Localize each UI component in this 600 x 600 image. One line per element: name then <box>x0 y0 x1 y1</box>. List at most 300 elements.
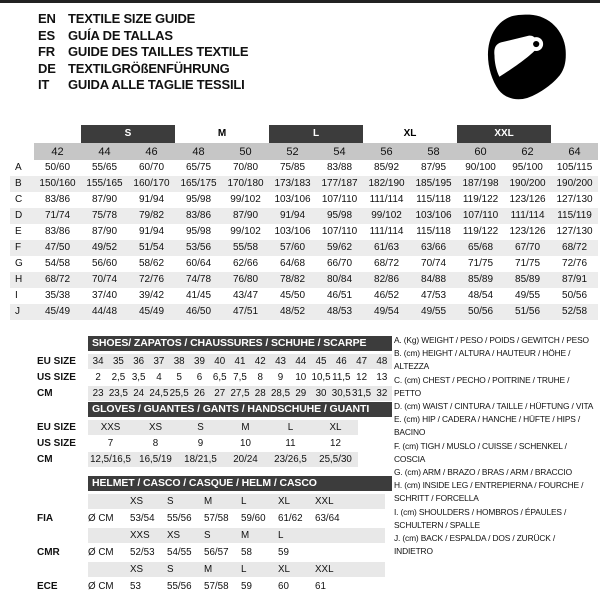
size-value: 7 <box>107 437 114 449</box>
helmet-size: L <box>278 530 284 541</box>
legend-item: E. (cm) HIP / CADERA / HANCHE / HÜFTE / HIPS / BACINO <box>394 414 581 438</box>
measure-value: 79/82 <box>138 210 165 221</box>
measure-value: 107/110 <box>321 194 358 205</box>
row-label: CM <box>37 453 53 465</box>
helmet-sizes <box>88 562 385 577</box>
row-values <box>88 386 392 401</box>
measure-value: 71/75 <box>468 258 494 269</box>
measure-value: 49/52 <box>91 242 118 253</box>
size-row <box>37 419 397 435</box>
measure-row <box>10 304 598 320</box>
standard-label: CMR <box>37 547 60 558</box>
diameter-unit: Ø CM <box>88 513 114 524</box>
row-values <box>88 354 392 369</box>
measure-value: 47/51 <box>233 306 259 317</box>
measure-value: 87/95 <box>421 162 447 173</box>
helmet-size-row <box>37 561 397 578</box>
size-value: 11,5 <box>332 371 351 383</box>
helmet-size-table <box>37 476 397 595</box>
size-value: 23,5 <box>108 387 128 399</box>
measure-value: 66/70 <box>327 258 353 269</box>
guide-title: GUÍA DE TALLAS <box>68 27 173 43</box>
measure-value: 70/74 <box>91 274 118 285</box>
size-row <box>37 385 397 401</box>
gloves-rows <box>37 419 397 467</box>
language-code: ES <box>38 27 55 43</box>
measure-row <box>10 272 598 288</box>
measure-value: 64/68 <box>280 258 306 269</box>
helmet-size: S <box>204 530 211 541</box>
size-number: 44 <box>81 143 128 160</box>
size-value: L <box>287 421 294 433</box>
measure-value: 91/94 <box>138 194 165 205</box>
measure-value: 165/175 <box>180 178 217 189</box>
measure-value: 48/52 <box>280 306 306 317</box>
helmet-value: 59 <box>241 581 252 592</box>
language-row <box>38 11 248 28</box>
size-value: 35 <box>112 355 124 367</box>
size-value: 37 <box>153 355 165 367</box>
size-number: 42 <box>34 143 81 160</box>
helmet-size: S <box>167 564 174 575</box>
helmet-size-row <box>37 493 397 510</box>
measure-value: 87/90 <box>233 210 259 221</box>
measure-value: 95/98 <box>327 210 353 221</box>
measure-value: 59/62 <box>327 242 353 253</box>
row-label: EU SIZE <box>37 355 76 367</box>
measure-value: 107/110 <box>321 226 358 237</box>
size-value: 8 <box>152 437 159 449</box>
helmet-size: M <box>241 530 250 541</box>
measure-row-label: F <box>15 242 22 253</box>
size-value: 9 <box>197 437 204 449</box>
measure-value: 85/89 <box>515 274 541 285</box>
size-value: 48 <box>376 355 388 367</box>
measure-value: 49/54 <box>374 306 400 317</box>
size-value: 38 <box>173 355 185 367</box>
measure-value: 90/100 <box>465 162 496 173</box>
size-value: 27 <box>214 387 226 399</box>
measure-value: 55/65 <box>91 162 118 173</box>
size-value: S <box>197 421 204 433</box>
legend-item: F. (cm) TIGH / MUSLO / CUISSE / SCHENKEL / COSCIA <box>394 440 567 464</box>
measure-value: 61/63 <box>374 242 400 253</box>
helmet-value: 55/56 <box>167 581 192 592</box>
measure-value: 55/58 <box>233 242 259 253</box>
measure-value: 103/106 <box>415 210 452 221</box>
measure-value: 187/198 <box>462 178 499 189</box>
measure-value: 46/50 <box>186 306 212 317</box>
measure-value: 35/38 <box>44 290 71 301</box>
measure-value: 80/84 <box>327 274 353 285</box>
size-value: 12 <box>330 437 341 449</box>
helmet-value: 56/57 <box>204 547 229 558</box>
row-label: US SIZE <box>37 371 76 383</box>
measure-value: 105/115 <box>556 162 593 173</box>
helmet-size: XL <box>278 496 290 507</box>
measure-value: 57/60 <box>280 242 306 253</box>
size-value: 24,5 <box>149 387 169 399</box>
measure-value: 70/74 <box>421 258 447 269</box>
helmet-size: XXL <box>315 564 334 575</box>
size-value: 40 <box>214 355 226 367</box>
helmet-sizes <box>88 528 385 543</box>
measure-value: 95/100 <box>512 162 543 173</box>
legend-item: H. (cm) INSIDE LEG / ENTREPIERNA / FOURCHE / SCHRITT / FORCELLA <box>394 480 584 504</box>
measure-value: 123/126 <box>509 194 546 205</box>
size-value: 26 <box>194 387 205 399</box>
size-value: 2 <box>95 371 101 383</box>
measure-value: 60/70 <box>138 162 165 173</box>
measure-value: 67/70 <box>515 242 541 253</box>
size-value: 28 <box>254 387 266 399</box>
size-number: 50 <box>222 143 269 160</box>
size-value: 43 <box>275 355 286 367</box>
measure-value: 37/40 <box>91 290 118 301</box>
size-value: 42 <box>254 355 266 367</box>
helmet-rows <box>37 493 397 595</box>
measure-value: 103/106 <box>274 194 311 205</box>
diameter-unit: Ø CM <box>88 547 114 558</box>
measure-value: 62/66 <box>233 258 259 269</box>
size-value: 6 <box>196 371 203 383</box>
measure-value: 83/86 <box>186 210 212 221</box>
measure-value: 58/62 <box>138 258 165 269</box>
measure-value: 115/119 <box>557 210 592 221</box>
measure-value: 54/58 <box>44 258 71 269</box>
measure-value: 115/118 <box>416 194 451 205</box>
size-value: 27,5 <box>230 387 250 399</box>
measure-value: 74/78 <box>186 274 212 285</box>
helmet-size: S <box>167 496 174 507</box>
measure-value: 173/183 <box>274 178 311 189</box>
size-number: 52 <box>269 143 316 160</box>
size-value: 13 <box>376 371 388 383</box>
row-values <box>88 452 358 467</box>
size-value: 45 <box>315 355 327 367</box>
size-row <box>37 451 397 467</box>
size-value: 29 <box>295 387 307 399</box>
size-value: 16,5/19 <box>139 453 172 465</box>
measure-value: 160/170 <box>133 178 170 189</box>
measure-row-label: C <box>15 194 23 205</box>
helmet-value: 53/54 <box>130 513 155 524</box>
measure-value: 83/88 <box>327 162 353 173</box>
measure-value: 170/180 <box>227 178 264 189</box>
size-number-row <box>10 143 598 160</box>
measure-value: 182/190 <box>368 178 405 189</box>
size-value: XL <box>329 421 342 433</box>
guide-title: TEXTILE SIZE GUIDE <box>68 11 196 26</box>
measure-value: 46/52 <box>374 290 400 301</box>
helmet-value: 57/58 <box>204 513 229 524</box>
helmet-value: 58 <box>241 547 252 558</box>
size-value: 23/26,5 <box>274 453 307 465</box>
size-group-l: L <box>269 125 363 143</box>
legend-item: B. (cm) HEIGHT / ALTURA / HAUTEUR / HÖHE / ALTEZZA <box>394 348 571 372</box>
standard-label: FIA <box>37 513 54 524</box>
helmet-size-row <box>37 527 397 544</box>
size-value: 28,5 <box>270 387 291 399</box>
size-value: 10 <box>295 371 307 383</box>
size-value: 8 <box>257 371 263 383</box>
measure-value: 85/92 <box>374 162 400 173</box>
gloves-table-title: GLOVES / GUANTES / GANTS / HANDSCHUHE / GUANTI <box>88 402 392 417</box>
helmet-value: 59 <box>278 547 289 558</box>
row-values <box>88 370 392 385</box>
helmet-size: XXL <box>315 496 334 507</box>
size-value: 24 <box>133 387 145 399</box>
size-value: 12,5/16,5 <box>90 453 131 465</box>
measure-value: 71/75 <box>515 258 541 269</box>
language-row <box>38 61 248 78</box>
size-number: 46 <box>128 143 175 160</box>
measure-value: 82/86 <box>374 274 400 285</box>
helmet-size: M <box>204 564 213 575</box>
size-number: 60 <box>457 143 504 160</box>
helmet-size: M <box>204 496 213 507</box>
measure-value: 39/42 <box>138 290 165 301</box>
diameter-unit: Ø CM <box>88 581 114 592</box>
helmet-value: 52/53 <box>130 547 155 558</box>
measure-value: 50/60 <box>44 162 71 173</box>
helmet-value-row <box>37 544 397 561</box>
size-value: 9 <box>277 371 284 383</box>
measure-row <box>10 208 598 224</box>
measure-value: 45/49 <box>138 306 165 317</box>
measure-value: 52/58 <box>562 306 588 317</box>
shoes-table <box>37 336 397 401</box>
size-number: 58 <box>410 143 457 160</box>
size-row <box>37 369 397 385</box>
measure-value: 185/195 <box>415 178 452 189</box>
main-size-table <box>10 125 598 320</box>
helmet-size: L <box>241 496 247 507</box>
measure-value: 49/55 <box>421 306 447 317</box>
size-value: 30 <box>315 387 327 399</box>
legend-item: C. (cm) CHEST / PECHO / POITRINE / TRUHE / PETTO <box>394 374 570 398</box>
size-value: 47 <box>356 355 368 367</box>
size-number: 54 <box>316 143 363 160</box>
size-value: 12 <box>356 371 368 383</box>
size-value: 32 <box>376 387 388 399</box>
helmet-value: 57/58 <box>204 581 229 592</box>
size-group-xl: XL <box>363 125 457 143</box>
measure-value: 70/80 <box>233 162 259 173</box>
measure-value: 111/114 <box>369 226 404 237</box>
size-value: 10,5 <box>311 371 331 383</box>
measure-value: 119/122 <box>462 194 499 205</box>
top-border-rule <box>0 0 600 3</box>
measure-value: 177/187 <box>321 178 358 189</box>
guide-title: TEXTILGRÖßENFÜHRUNG <box>68 60 230 76</box>
measure-value: 119/122 <box>462 226 499 237</box>
measure-value: 50/56 <box>562 290 588 301</box>
size-value: 41 <box>234 355 246 367</box>
measure-value: 123/126 <box>509 226 546 237</box>
measure-value: 48/54 <box>468 290 494 301</box>
size-value: 23 <box>92 387 104 399</box>
measure-value: 127/130 <box>556 194 593 205</box>
helmet-values <box>88 511 385 526</box>
measure-value: 78/82 <box>280 274 306 285</box>
size-value: 3,5 <box>131 371 146 383</box>
size-value: 36 <box>133 355 145 367</box>
size-value: 30,5 <box>331 387 351 399</box>
size-group-s: S <box>81 125 175 143</box>
size-value: 11 <box>285 437 296 449</box>
measure-value: 47/50 <box>44 242 71 253</box>
measure-value: 84/88 <box>421 274 447 285</box>
size-value: 25,5/30 <box>319 453 352 465</box>
measure-value: 76/80 <box>233 274 259 285</box>
helmet-value: 63/64 <box>315 513 340 524</box>
helmet-value: 54/55 <box>167 547 192 558</box>
measure-row-label: G <box>15 258 23 269</box>
measure-value: 87/91 <box>562 274 588 285</box>
size-value: 25,5 <box>169 387 189 399</box>
measure-row-label: I <box>15 290 18 301</box>
measure-value: 63/66 <box>421 242 447 253</box>
measure-row-label: B <box>15 178 22 189</box>
measure-row <box>10 240 598 256</box>
helmet-value-row <box>37 510 397 527</box>
measure-value: 46/51 <box>327 290 353 301</box>
measure-value: 150/160 <box>39 178 76 189</box>
measure-row <box>10 160 598 176</box>
measure-value: 75/85 <box>280 162 306 173</box>
measure-row-label: A <box>15 162 22 173</box>
measure-value: 85/89 <box>468 274 494 285</box>
size-group-xxl: XXL <box>457 125 551 143</box>
size-value: 10 <box>240 437 251 449</box>
measure-value: 111/114 <box>369 194 404 205</box>
gloves-table <box>37 402 397 467</box>
measure-value: 53/56 <box>186 242 212 253</box>
measure-value: 72/76 <box>562 258 588 269</box>
measure-value: 43/47 <box>233 290 259 301</box>
measure-row-label: H <box>15 274 23 285</box>
measure-value: 71/74 <box>44 210 71 221</box>
size-value: 4 <box>156 371 162 383</box>
measure-row-label: J <box>15 306 20 317</box>
size-row <box>37 353 397 369</box>
size-value: 46 <box>335 355 347 367</box>
measure-value: 75/78 <box>91 210 118 221</box>
size-value: 7,5 <box>233 371 247 383</box>
row-values <box>88 436 358 451</box>
helmet-size: XS <box>167 530 181 541</box>
helmet-value: 53 <box>130 581 141 592</box>
size-value: 31,5 <box>352 387 372 399</box>
helmet-table-title: HELMET / CASCO / CASQUE / HELM / CASCO <box>88 476 392 491</box>
group-row-spacer <box>551 125 598 143</box>
size-number: 56 <box>363 143 410 160</box>
legend-item: D. (cm) WAIST / CINTURA / TAILLE / HÜFTUNG / VITA <box>394 401 594 412</box>
size-value: M <box>241 421 250 433</box>
measure-value: 45/50 <box>280 290 306 301</box>
measure-value: 68/72 <box>374 258 400 269</box>
language-code: IT <box>38 77 50 92</box>
measure-row <box>10 288 598 304</box>
measure-row <box>10 256 598 272</box>
measure-value: 115/118 <box>416 226 451 237</box>
measure-value: 190/200 <box>509 178 546 189</box>
measure-value: 87/90 <box>91 194 118 205</box>
measure-value: 95/98 <box>186 226 212 237</box>
language-row <box>38 77 248 94</box>
measure-value: 51/56 <box>515 306 541 317</box>
measurement-legend <box>394 334 596 558</box>
measure-value: 56/60 <box>91 258 118 269</box>
measure-value: 47/53 <box>421 290 447 301</box>
helmet-size: XXS <box>130 530 150 541</box>
language-code: FR <box>38 44 55 59</box>
size-value: 44 <box>295 355 307 367</box>
measure-row-label: E <box>15 226 22 237</box>
helmet-size: L <box>241 564 247 575</box>
language-row <box>38 28 248 45</box>
measure-value: 60/64 <box>186 258 212 269</box>
language-code: DE <box>38 60 56 76</box>
size-value: 6,5 <box>212 371 227 383</box>
measure-value: 48/53 <box>327 306 353 317</box>
measure-value: 190/200 <box>556 178 593 189</box>
helmet-value: 61/62 <box>278 513 303 524</box>
helmet-size: XS <box>130 496 144 507</box>
size-number: 64 <box>551 143 598 160</box>
measure-value: 44/48 <box>91 306 118 317</box>
row-values <box>88 420 358 435</box>
helmet-value: 61 <box>315 581 326 592</box>
measure-value: 99/102 <box>230 226 261 237</box>
measure-value: 87/90 <box>91 226 118 237</box>
measure-value: 103/106 <box>274 226 311 237</box>
measure-value: 155/165 <box>86 178 123 189</box>
size-value: 34 <box>92 355 104 367</box>
measure-value: 95/98 <box>186 194 212 205</box>
helmet-value: 55/56 <box>167 513 192 524</box>
measure-value: 99/102 <box>230 194 261 205</box>
helmet-sizes <box>88 494 385 509</box>
size-value: 39 <box>194 355 205 367</box>
measure-value: 83/86 <box>44 194 71 205</box>
racing-helmet-icon <box>487 13 569 107</box>
size-value: 5 <box>176 371 182 383</box>
shoes-table-title: SHOES/ ZAPATOS / CHAUSSURES / SCHUHE / SCARPE <box>88 336 392 351</box>
measure-value: 72/76 <box>138 274 165 285</box>
helmet-values <box>88 545 385 560</box>
size-group-row <box>10 125 598 143</box>
size-value: 18/21,5 <box>184 453 217 465</box>
size-number: 62 <box>504 143 551 160</box>
size-row <box>37 435 397 451</box>
shoes-rows <box>37 353 397 401</box>
measure-value: 83/86 <box>44 226 71 237</box>
measure-value: 65/75 <box>186 162 212 173</box>
measure-value: 99/102 <box>371 210 402 221</box>
legend-item: I. (cm) SHOULDERS / HOMBROS / ÉPAULES / SCHULTERN / SPALLE <box>394 506 567 530</box>
language-code: EN <box>38 11 56 26</box>
helmet-size: XL <box>278 564 290 575</box>
helmet-value-row <box>37 578 397 595</box>
helmet-value: 60 <box>278 581 289 592</box>
measure-row <box>10 176 598 192</box>
measure-row <box>10 192 598 208</box>
measure-value: 91/94 <box>138 226 165 237</box>
size-value: 20/24 <box>233 453 258 465</box>
measure-row-label: D <box>15 210 23 221</box>
